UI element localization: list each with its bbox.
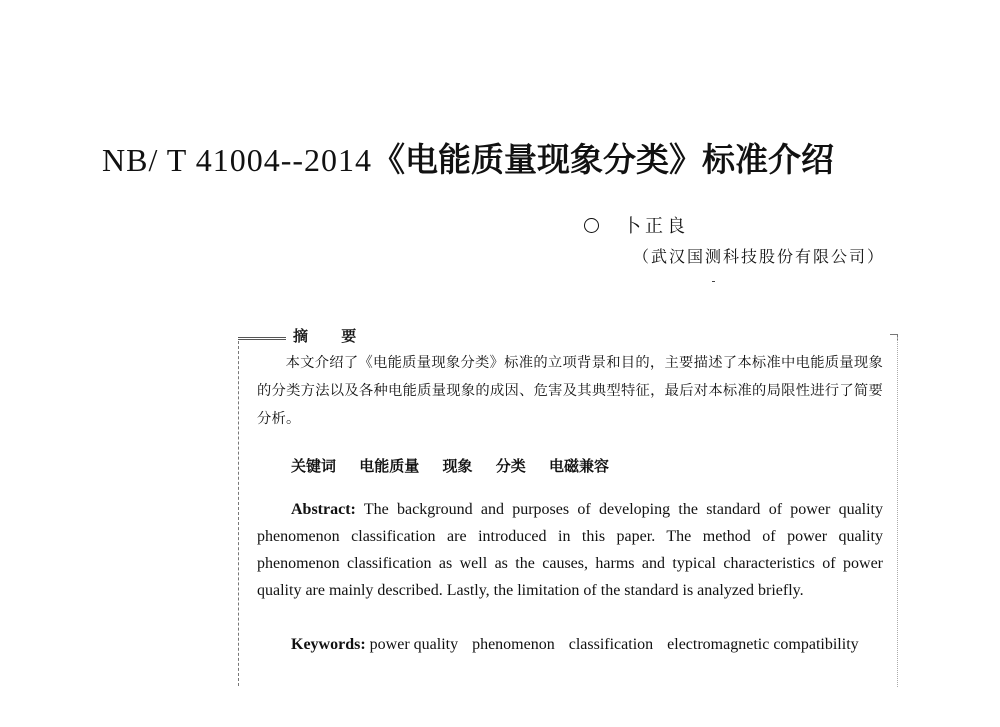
scan-mark xyxy=(712,281,715,282)
keywords-chinese xyxy=(291,455,627,477)
keyword-chinese-item: 现象 xyxy=(442,457,473,475)
author-affiliation: （武汉国测科技股份有限公司） xyxy=(633,247,886,266)
abstract-heading: 摘 要 xyxy=(293,327,371,345)
keyword-english-item: phenomenon xyxy=(472,636,555,653)
abstract-frame-right xyxy=(897,337,898,687)
keyword-chinese-item: 分类 xyxy=(495,457,526,475)
abstract-frame-top xyxy=(238,337,286,340)
author-name: 卜正良 xyxy=(623,216,689,237)
keyword-english-item: classification xyxy=(568,636,654,653)
abstract-english xyxy=(257,496,883,604)
paper-title xyxy=(102,138,834,182)
keyword-chinese-item: 电能质量 xyxy=(359,457,420,475)
keyword-english-item: power quality xyxy=(369,636,459,653)
keyword-chinese-item: 电磁兼容 xyxy=(549,457,610,475)
abstract-chinese-text: 本文介绍了《电能质量现象分类》标准的立项背景和目的，主要描述了本标准中电能质量现象的分类方法以及各种电能质量现象的成因、危害及其典型特征，最后对本标准的局限性进行了简要分析。 xyxy=(257,355,883,427)
author-circle-icon xyxy=(584,218,599,233)
abstract-english-text: The background and purposes of developing the standard of power quality phenomenon classification are introduced in this paper. The method of power quality phenomenon classification as well as the causes, harms and typical characteristics of power quality are mainly described. Lastly, the limitation of the standard is analyzed briefly. xyxy=(257,501,883,599)
author-line xyxy=(584,215,689,239)
keyword-english-item: electromagnetic compatibility xyxy=(667,636,859,653)
keywords-chinese-label: 关键词 xyxy=(291,457,337,475)
abstract-english-label: Abstract: xyxy=(291,501,356,518)
abstract-frame-left xyxy=(238,341,239,686)
keywords-english xyxy=(257,631,883,658)
standard-code: NB/ T 41004--2014 xyxy=(102,142,373,178)
keywords-english-label: Keywords: xyxy=(291,636,366,653)
standard-name: 《电能质量现象分类》标准介绍 xyxy=(372,140,835,179)
